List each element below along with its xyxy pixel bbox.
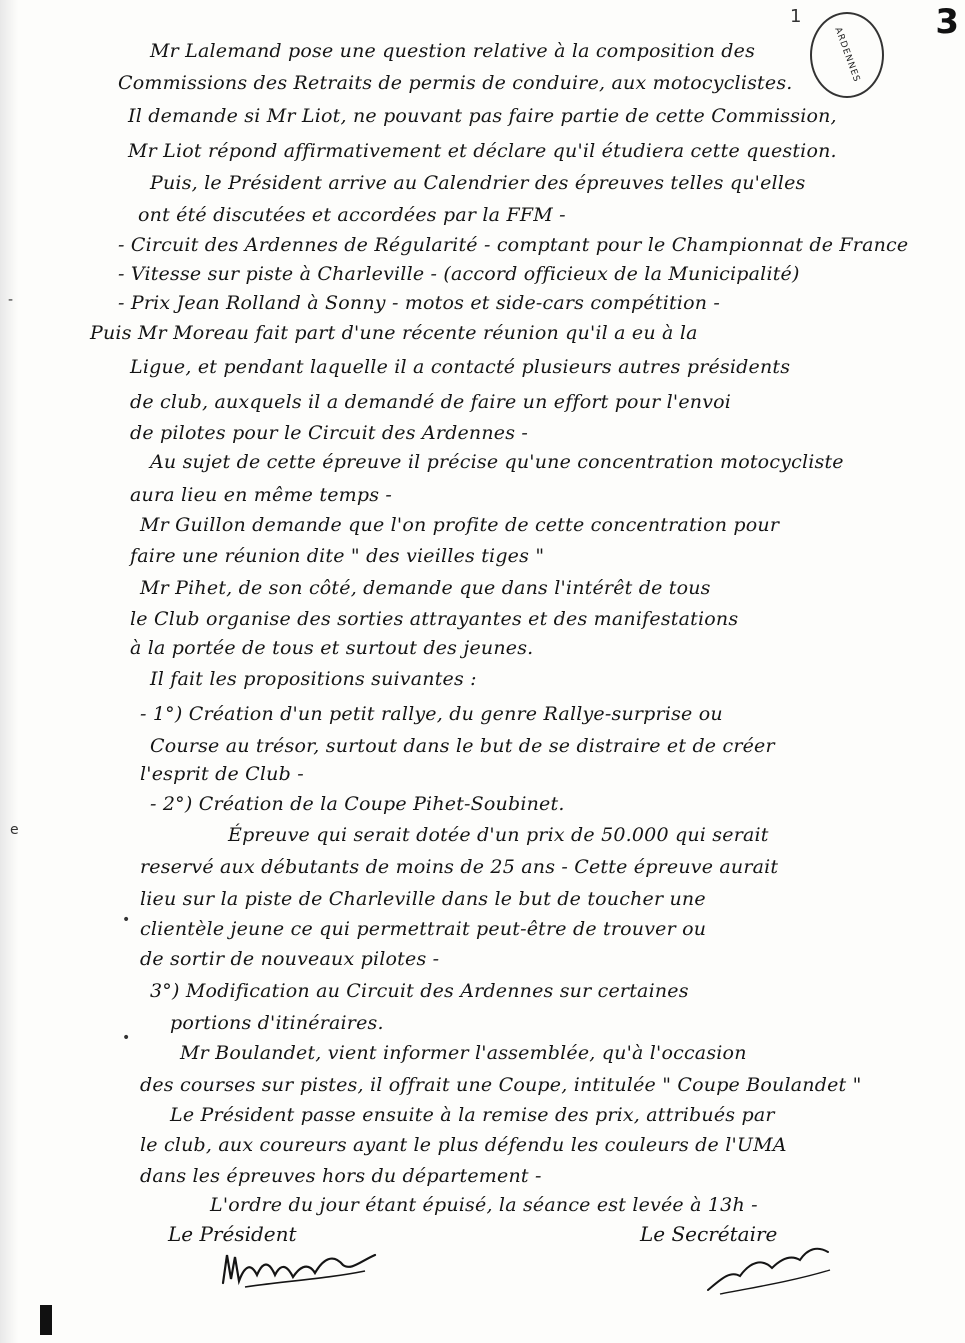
text-line: - 1°) Création d'un petit rallye, du genre Rallye-surprise ou: [140, 703, 723, 725]
text-line: le Club organise des sorties attrayantes et des manifestations: [130, 608, 739, 630]
president-title: Le Président: [168, 1222, 297, 1246]
text-line: Épreuve qui serait dotée d'un prix de 50.000 qui serait: [228, 824, 769, 846]
text-line: - 2°) Création de la Coupe Pihet-Soubinet.: [150, 793, 565, 815]
text-line: l'esprit de Club -: [140, 763, 304, 785]
text-line: Puis Mr Moreau fait part d'une récente réunion qu'il a eu à la: [90, 322, 698, 344]
text-line: ont été discutées et accordées par la FFM -: [138, 204, 566, 226]
text-line: Il demande si Mr Liot, ne pouvant pas faire partie de cette Commission,: [128, 105, 837, 127]
scan-artifact: [40, 1305, 52, 1335]
margin-mark: -: [8, 292, 14, 308]
text-line: à la portée de tous et surtout des jeunes.: [130, 637, 534, 659]
text-line: - Circuit des Ardennes de Régularité - comptant pour le Championnat de France: [118, 234, 909, 256]
ardennes-stamp: [810, 12, 884, 98]
secretary-title: Le Secrétaire: [640, 1222, 778, 1246]
text-line: dans les épreuves hors du département -: [140, 1165, 542, 1187]
secretary-signature: [700, 1240, 840, 1300]
text-line: portions d'itinéraires.: [170, 1012, 384, 1034]
text-line: Mr Guillon demande que l'on profite de cette concentration pour: [140, 514, 780, 536]
page-number: 3: [935, 2, 959, 42]
margin-mark: •: [122, 1030, 131, 1046]
text-line: 3°) Modification au Circuit des Ardennes sur certaines: [150, 980, 689, 1002]
text-line: - Vitesse sur piste à Charleville - (accord officieux de la Municipalité): [118, 263, 800, 285]
text-line: Course au trésor, surtout dans le but de se distraire et de créer: [150, 735, 775, 757]
top-mark: 1: [790, 6, 802, 27]
stamp-text: ARDENNES: [832, 26, 862, 84]
text-line: Commissions des Retraits de permis de conduire, aux motocyclistes.: [118, 72, 793, 94]
text-line: Il fait les propositions suivantes :: [150, 668, 477, 690]
text-line: de pilotes pour le Circuit des Ardennes -: [130, 422, 529, 444]
text-line: Mr Lalemand pose une question relative à la composition des: [150, 40, 756, 62]
margin-mark: •: [122, 912, 131, 928]
text-line: Mr Liot répond affirmativement et déclare qu'il étudiera cette question.: [128, 140, 837, 162]
text-line: Le Président passe ensuite à la remise des prix, attribués par: [170, 1104, 775, 1126]
text-line: - Prix Jean Rolland à Sonny - motos et side-cars compétition -: [118, 292, 721, 314]
text-line: aura lieu en même temps -: [130, 484, 393, 506]
text-line: des courses sur pistes, il offrait une Coupe, intitulée " Coupe Boulandet ": [140, 1074, 862, 1096]
text-line: Mr Pihet, de son côté, demande que dans l'intérêt de tous: [140, 577, 711, 599]
scan-edge: [0, 0, 18, 1343]
text-line: Ligue, et pendant laquelle il a contacté plusieurs autres présidents: [130, 356, 791, 378]
text-line: clientèle jeune ce qui permettrait peut-être de trouver ou: [140, 918, 707, 940]
text-line: reservé aux débutants de moins de 25 ans - Cette épreuve aurait: [140, 856, 779, 878]
text-line: Puis, le Président arrive au Calendrier des épreuves telles qu'elles: [150, 172, 806, 194]
text-line: de sortir de nouveaux pilotes -: [140, 948, 440, 970]
president-signature: [215, 1235, 385, 1295]
text-line: L'ordre du jour étant épuisé, la séance est levée à 13h -: [210, 1194, 758, 1216]
text-line: le club, aux coureurs ayant le plus défendu les couleurs de l'UMA: [140, 1134, 787, 1156]
text-line: faire une réunion dite " des vieilles tiges ": [130, 545, 545, 567]
text-line: Au sujet de cette épreuve il précise qu'une concentration motocycliste: [150, 451, 844, 473]
text-line: lieu sur la piste de Charleville dans le but de toucher une: [140, 888, 706, 910]
margin-mark: e: [10, 822, 19, 838]
text-line: Mr Boulandet, vient informer l'assemblée, qu'à l'occasion: [180, 1042, 747, 1064]
text-line: de club, auxquels il a demandé de faire un effort pour l'envoi: [130, 391, 732, 413]
